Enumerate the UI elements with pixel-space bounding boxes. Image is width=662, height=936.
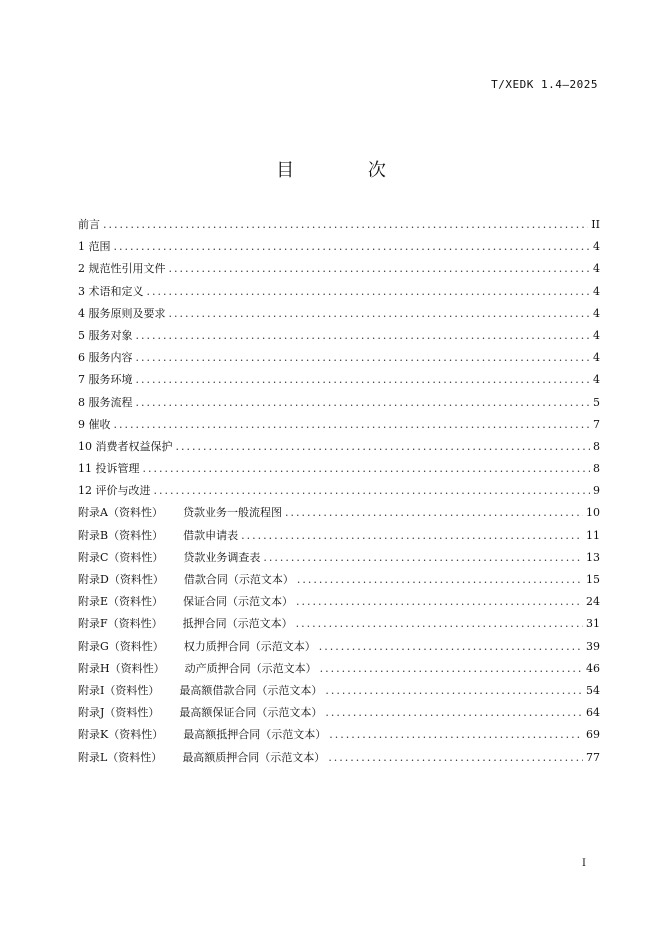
toc-entry-page: 15 [586,573,600,586]
toc-leader-dots [320,662,583,675]
toc-entry-label: 7 服务环境 [78,373,133,387]
toc-entry[interactable] [78,305,600,327]
toc-leader-dots [103,218,588,231]
toc-entry-page: 4 [593,240,600,254]
toc-entry[interactable] [78,726,600,748]
toc-leader-dots [263,551,583,564]
toc-entry-page: 4 [593,306,600,320]
toc-entry-page: 31 [586,617,600,631]
toc-leader-dots [329,728,583,741]
toc-entry-page: II [591,218,600,231]
toc-leader-dots [297,573,583,586]
toc-entry-label: 附录G（资料性） [78,639,164,653]
toc-entry-label: 12 评价与改进 [78,484,151,498]
standard-code: T/XEDK 1.4—2025 [491,78,598,91]
toc-entry[interactable] [78,394,600,416]
toc-entry-page: 24 [586,595,600,609]
toc-entry-page: 13 [586,550,600,564]
toc-leader-dots [328,751,583,764]
toc-entry[interactable] [78,660,600,682]
toc-entry-subtitle: 借款合同（示范文本） [183,573,294,586]
toc-entry-page: 4 [593,262,600,276]
toc-entry-page: 64 [586,706,600,720]
toc-leader-dots [169,307,591,320]
toc-entry[interactable] [78,749,600,771]
toc-entry-label: 2 规范性引用文件 [78,262,166,276]
toc-leader-dots [176,440,591,453]
toc-entry-label: 附录I（资料性） [78,683,160,697]
toc-entry-label: 前言 [78,218,100,231]
toc-entry-label: 附录E（资料性） [78,595,164,609]
toc-entry[interactable] [78,504,600,526]
toc-entry-page: 46 [586,661,600,675]
toc-entry-label: 附录H（资料性） [78,661,165,675]
toc-entry-page: 10 [586,506,600,520]
toc-entry[interactable] [78,349,600,371]
page-number: I [582,858,586,869]
toc-leader-dots [325,684,583,697]
toc-entry-label: 附录A（资料性） [78,506,163,520]
toc-entry-page: 8 [593,462,600,476]
toc-leader-dots [136,396,591,409]
toc-leader-dots [296,595,583,608]
toc-leader-dots [114,240,591,253]
toc-entry[interactable] [78,593,600,615]
toc-leader-dots [143,462,591,475]
table-of-contents [78,216,600,771]
toc-entry-page: 77 [586,750,600,764]
toc-entry-page: 39 [586,639,600,653]
toc-entry-page: 54 [586,683,600,697]
toc-entry-label: 附录B（资料性） [78,528,164,542]
toc-entry-page: 4 [593,328,600,342]
toc-entry-page: 5 [593,395,600,409]
toc-entry-page: 4 [593,284,600,298]
toc-entry-page: 11 [586,528,600,542]
toc-entry-label: 4 服务原则及要求 [78,306,166,320]
toc-entry-label: 8 服务流程 [78,395,133,409]
toc-entry[interactable] [78,460,600,482]
toc-leader-dots [147,285,591,298]
toc-entry[interactable] [78,482,600,504]
toc-entry-label: 附录L（资料性） [78,750,163,764]
toc-entry-label: 附录F（资料性） [78,617,163,631]
toc-entry-page: 4 [593,373,600,387]
toc-leader-dots [114,418,591,431]
toc-entry[interactable] [78,238,600,260]
toc-leader-dots [241,529,583,542]
toc-entry-label: 附录D（资料性） [78,573,164,586]
toc-entry[interactable] [78,416,600,438]
toc-leader-dots [136,351,591,364]
toc-entry-label: 附录J（资料性） [78,706,160,720]
toc-entry-subtitle: 动产质押合同（示范文本） [184,661,317,675]
toc-entry-subtitle: 权力质押合同（示范文本） [183,639,316,653]
toc-entry[interactable] [78,260,600,282]
toc-entry-page: 69 [586,728,600,742]
toc-leader-dots [136,329,591,342]
toc-entry[interactable] [78,549,600,571]
toc-entry-subtitle: 最高额保证合同（示范文本） [179,706,323,720]
toc-leader-dots [154,484,591,497]
toc-entry[interactable] [78,438,600,460]
toc-entry-label: 11 投诉管理 [78,462,140,476]
toc-leader-dots [169,262,591,275]
toc-leader-dots [136,373,591,386]
toc-entry-label: 9 催收 [78,417,111,431]
toc-entry-subtitle: 最高额质押合同（示范文本） [182,750,326,764]
toc-entry-subtitle: 贷款业务一般流程图 [182,506,282,520]
toc-entry[interactable] [78,704,600,726]
toc-entry-label: 6 服务内容 [78,351,133,365]
toc-entry[interactable] [78,682,600,704]
toc-entry[interactable] [78,571,600,593]
toc-leader-dots [296,617,583,630]
toc-entry-subtitle: 抵押合同（示范文本） [182,617,293,631]
toc-entry[interactable] [78,283,600,305]
toc-entry-page: 8 [593,439,600,453]
toc-entry-label: 5 服务对象 [78,328,133,342]
toc-entry-page: 9 [593,484,600,498]
toc-entry[interactable] [78,527,600,549]
toc-entry-page: 7 [593,417,600,431]
toc-entry-label: 附录C（资料性） [78,550,164,564]
toc-entry-label: 1 范围 [78,240,111,254]
toc-entry[interactable] [78,216,600,238]
toc-entry[interactable] [78,615,600,637]
toc-entry-page: 4 [593,351,600,365]
toc-entry-subtitle: 最高额抵押合同（示范文本） [183,728,327,742]
toc-entry-subtitle: 贷款业务调查表 [183,550,261,564]
page-title: 目 次 [276,160,420,181]
toc-leader-dots [285,506,583,519]
toc-entry-label: 3 术语和定义 [78,284,144,298]
toc-entry-subtitle: 借款申请表 [183,528,239,542]
toc-entry[interactable] [78,638,600,660]
toc-leader-dots [319,640,583,653]
toc-entry[interactable] [78,371,600,393]
toc-leader-dots [325,706,583,719]
toc-entry-label: 附录K（资料性） [78,728,164,742]
toc-entry[interactable] [78,327,600,349]
toc-entry-subtitle: 保证合同（示范文本） [183,595,294,609]
toc-entry-label: 10 消费者权益保护 [78,439,173,453]
toc-entry-subtitle: 最高额借款合同（示范文本） [179,683,323,697]
